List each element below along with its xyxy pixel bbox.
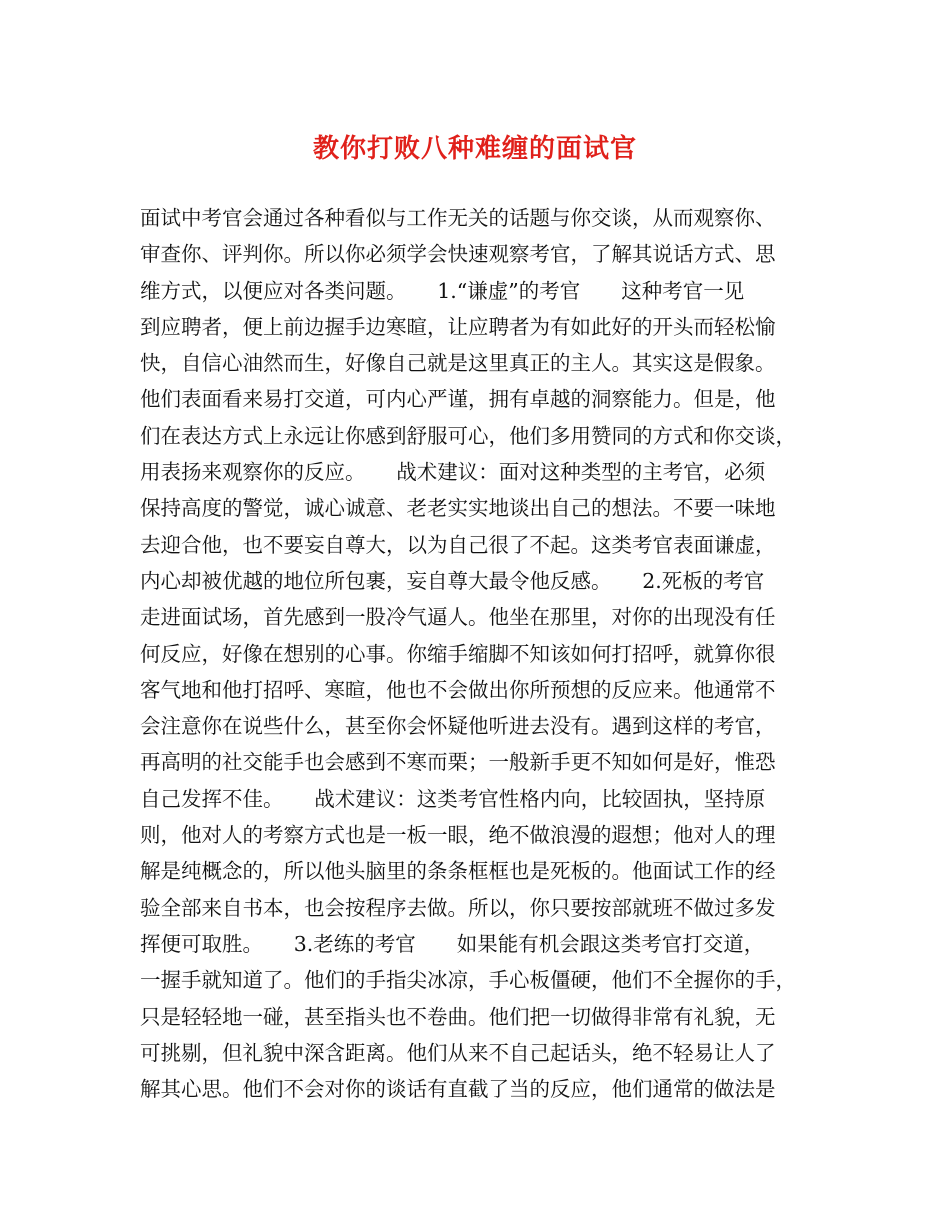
- text-line: 只是轻轻地一碰，甚至指头也不卷曲。他们把一切做得非常有礼貌，无: [140, 1004, 776, 1029]
- text-line: 去迎合他，也不要妄自尊大，以为自己很了不起。这类考官表面谦虚，: [140, 532, 776, 557]
- text-line: 解其心思。他们不会对你的谈话有直截了当的反应，他们通常的做法是: [140, 1077, 776, 1102]
- document-body: [140, 200, 830, 1107]
- text-line: 挥便可取胜。 3.老练的考官 如果能有机会跟这类考官打交道，: [140, 931, 765, 956]
- text-line: 到应聘者，便上前边握手边寒暄，让应聘者为有如此好的开头而轻松愉: [140, 314, 776, 339]
- text-line: 解是纯概念的，所以他头脑里的条条框框也是死板的。他面试工作的经: [140, 859, 776, 884]
- text-line: 内心却被优越的地位所包裹，妄自尊大最令他反感。 2.死板的考官: [140, 568, 765, 593]
- text-line: 再高明的社交能手也会感到不寒而栗；一般新手更不知如何是好，惟恐: [140, 750, 776, 775]
- text-line: 则，他对人的考察方式也是一板一眼，绝不做浪漫的遐想；他对人的理: [140, 823, 776, 848]
- text-line: 何反应，好像在想别的心事。你缩手缩脚不知该如何打招呼，就算你很: [140, 641, 776, 666]
- text-line: 他们表面看来易打交道，可内心严谨，拥有卓越的洞察能力。但是，他: [140, 387, 776, 412]
- text-line: 用表扬来观察你的反应。 战术建议：面对这种类型的主考官，必须: [140, 460, 766, 485]
- text-line: 们在表达方式上永远让你感到舒服可心，他们多用赞同的方式和你交谈，: [140, 423, 796, 448]
- document-title: 教你打败八种难缠的面试官: [312, 134, 637, 164]
- text-line: 快，自信心油然而生，好像自己就是这里真正的主人。其实这是假象。: [140, 351, 776, 376]
- text-line: 可挑剔，但礼貌中深含距离。他们从来不自己起话头，绝不轻易让人了: [140, 1040, 776, 1065]
- text-line: 会注意你在说些什么，甚至你会怀疑他听进去没有。遇到这样的考官，: [140, 714, 776, 739]
- text-line: 自己发挥不佳。 战术建议：这类考官性格内向，比较固执，坚持原: [140, 786, 766, 811]
- text-line: 客气地和他打招呼、寒暄，他也不会做出你所预想的反应来。他通常不: [140, 677, 776, 702]
- text-line: 面试中考官会通过各种看似与工作无关的话题与你交谈，从而观察你、: [140, 206, 776, 230]
- text-line: 维方式，以便应对各类问题。 1.“谦虚”的考官 这种考官一见: [140, 278, 745, 303]
- text-line: 一握手就知道了。他们的手指尖冰凉，手心板僵硬，他们不全握你的手，: [140, 968, 796, 993]
- text-line: 保持高度的警觉，诚心诚意、老老实实地谈出自己的想法。不要一味地: [140, 496, 776, 521]
- text-line: 审查你、评判你。所以你必须学会快速观察考官，了解其说话方式、思: [140, 242, 776, 267]
- text-line: 验全部来自书本，也会按程序去做。所以，你只要按部就班不做过多发: [140, 895, 776, 920]
- text-line: 走进面试场，首先感到一股冷气逼人。他坐在那里，对你的出现没有任: [140, 605, 776, 630]
